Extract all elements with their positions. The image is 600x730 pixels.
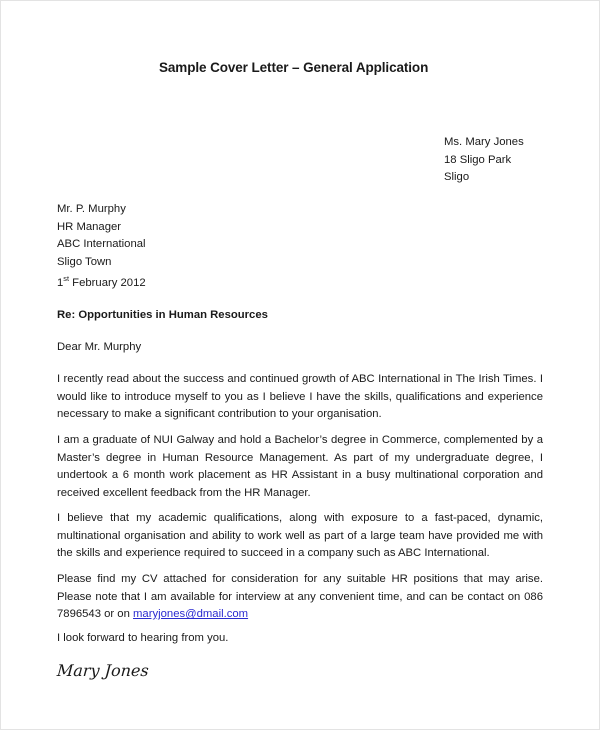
recipient-address-block <box>57 201 146 271</box>
letter-date <box>57 274 146 289</box>
subject-line: Re: Opportunities in Human Resources <box>57 309 268 321</box>
signature: Mary Jones <box>56 661 150 680</box>
closing-line: I look forward to hearing from you. <box>57 632 229 644</box>
body-paragraph-1: I recently read about the success and continued growth of ABC International in The Irish Times. I would like to introduce myself to you as I believe I have the skills, qualifications and experience necessary to make a significant contribution to your organisation. <box>57 373 543 421</box>
email-link[interactable]: maryjones@dmail.com <box>133 608 249 621</box>
date-month-year: February 2012 <box>69 277 146 289</box>
body-paragraph-3: I believe that my academic qualifications, along with exposure to a fast-paced, dynamic, multinational organisation and ability to work well as part of a large team have provided me with the skills and experience required to succeed in a company such as ABC International. <box>57 512 543 560</box>
recipient-city: Sligo Town <box>57 255 112 268</box>
sender-street: 18 Sligo Park <box>444 153 512 166</box>
letter-content-area <box>57 1 543 730</box>
page-title: Sample Cover Letter – General Application <box>159 60 429 75</box>
recipient-job-title: HR Manager <box>57 220 122 233</box>
sender-city: Sligo <box>444 171 470 183</box>
date-ordinal-suffix: st <box>63 274 70 284</box>
recipient-name: Mr. P. Murphy <box>57 203 126 215</box>
recipient-company: ABC International <box>57 238 146 250</box>
sender-address-block <box>444 134 524 187</box>
body-paragraph-4 <box>57 571 543 624</box>
body-paragraph-4-text: Please find my CV attached for consideration for any suitable HR positions that may arise. Please note that I am available for interview at any convenient time, and can be contact on 086 7896543 or on <box>57 573 543 621</box>
body-paragraph-2: I am a graduate of NUI Galway and hold a Bachelor’s degree in Commerce, complemented by a Master’s degree in Human Resource Management. As part of my undergraduate degree, I undertook a 6 month work placement as HR Assistant in a busy multinational corporation and received excellent feedback from the HR Manager. <box>57 434 543 499</box>
date-day: 1 <box>57 277 64 289</box>
sender-name: Ms. Mary Jones <box>444 136 524 148</box>
salutation: Dear Mr. Murphy <box>57 341 142 353</box>
